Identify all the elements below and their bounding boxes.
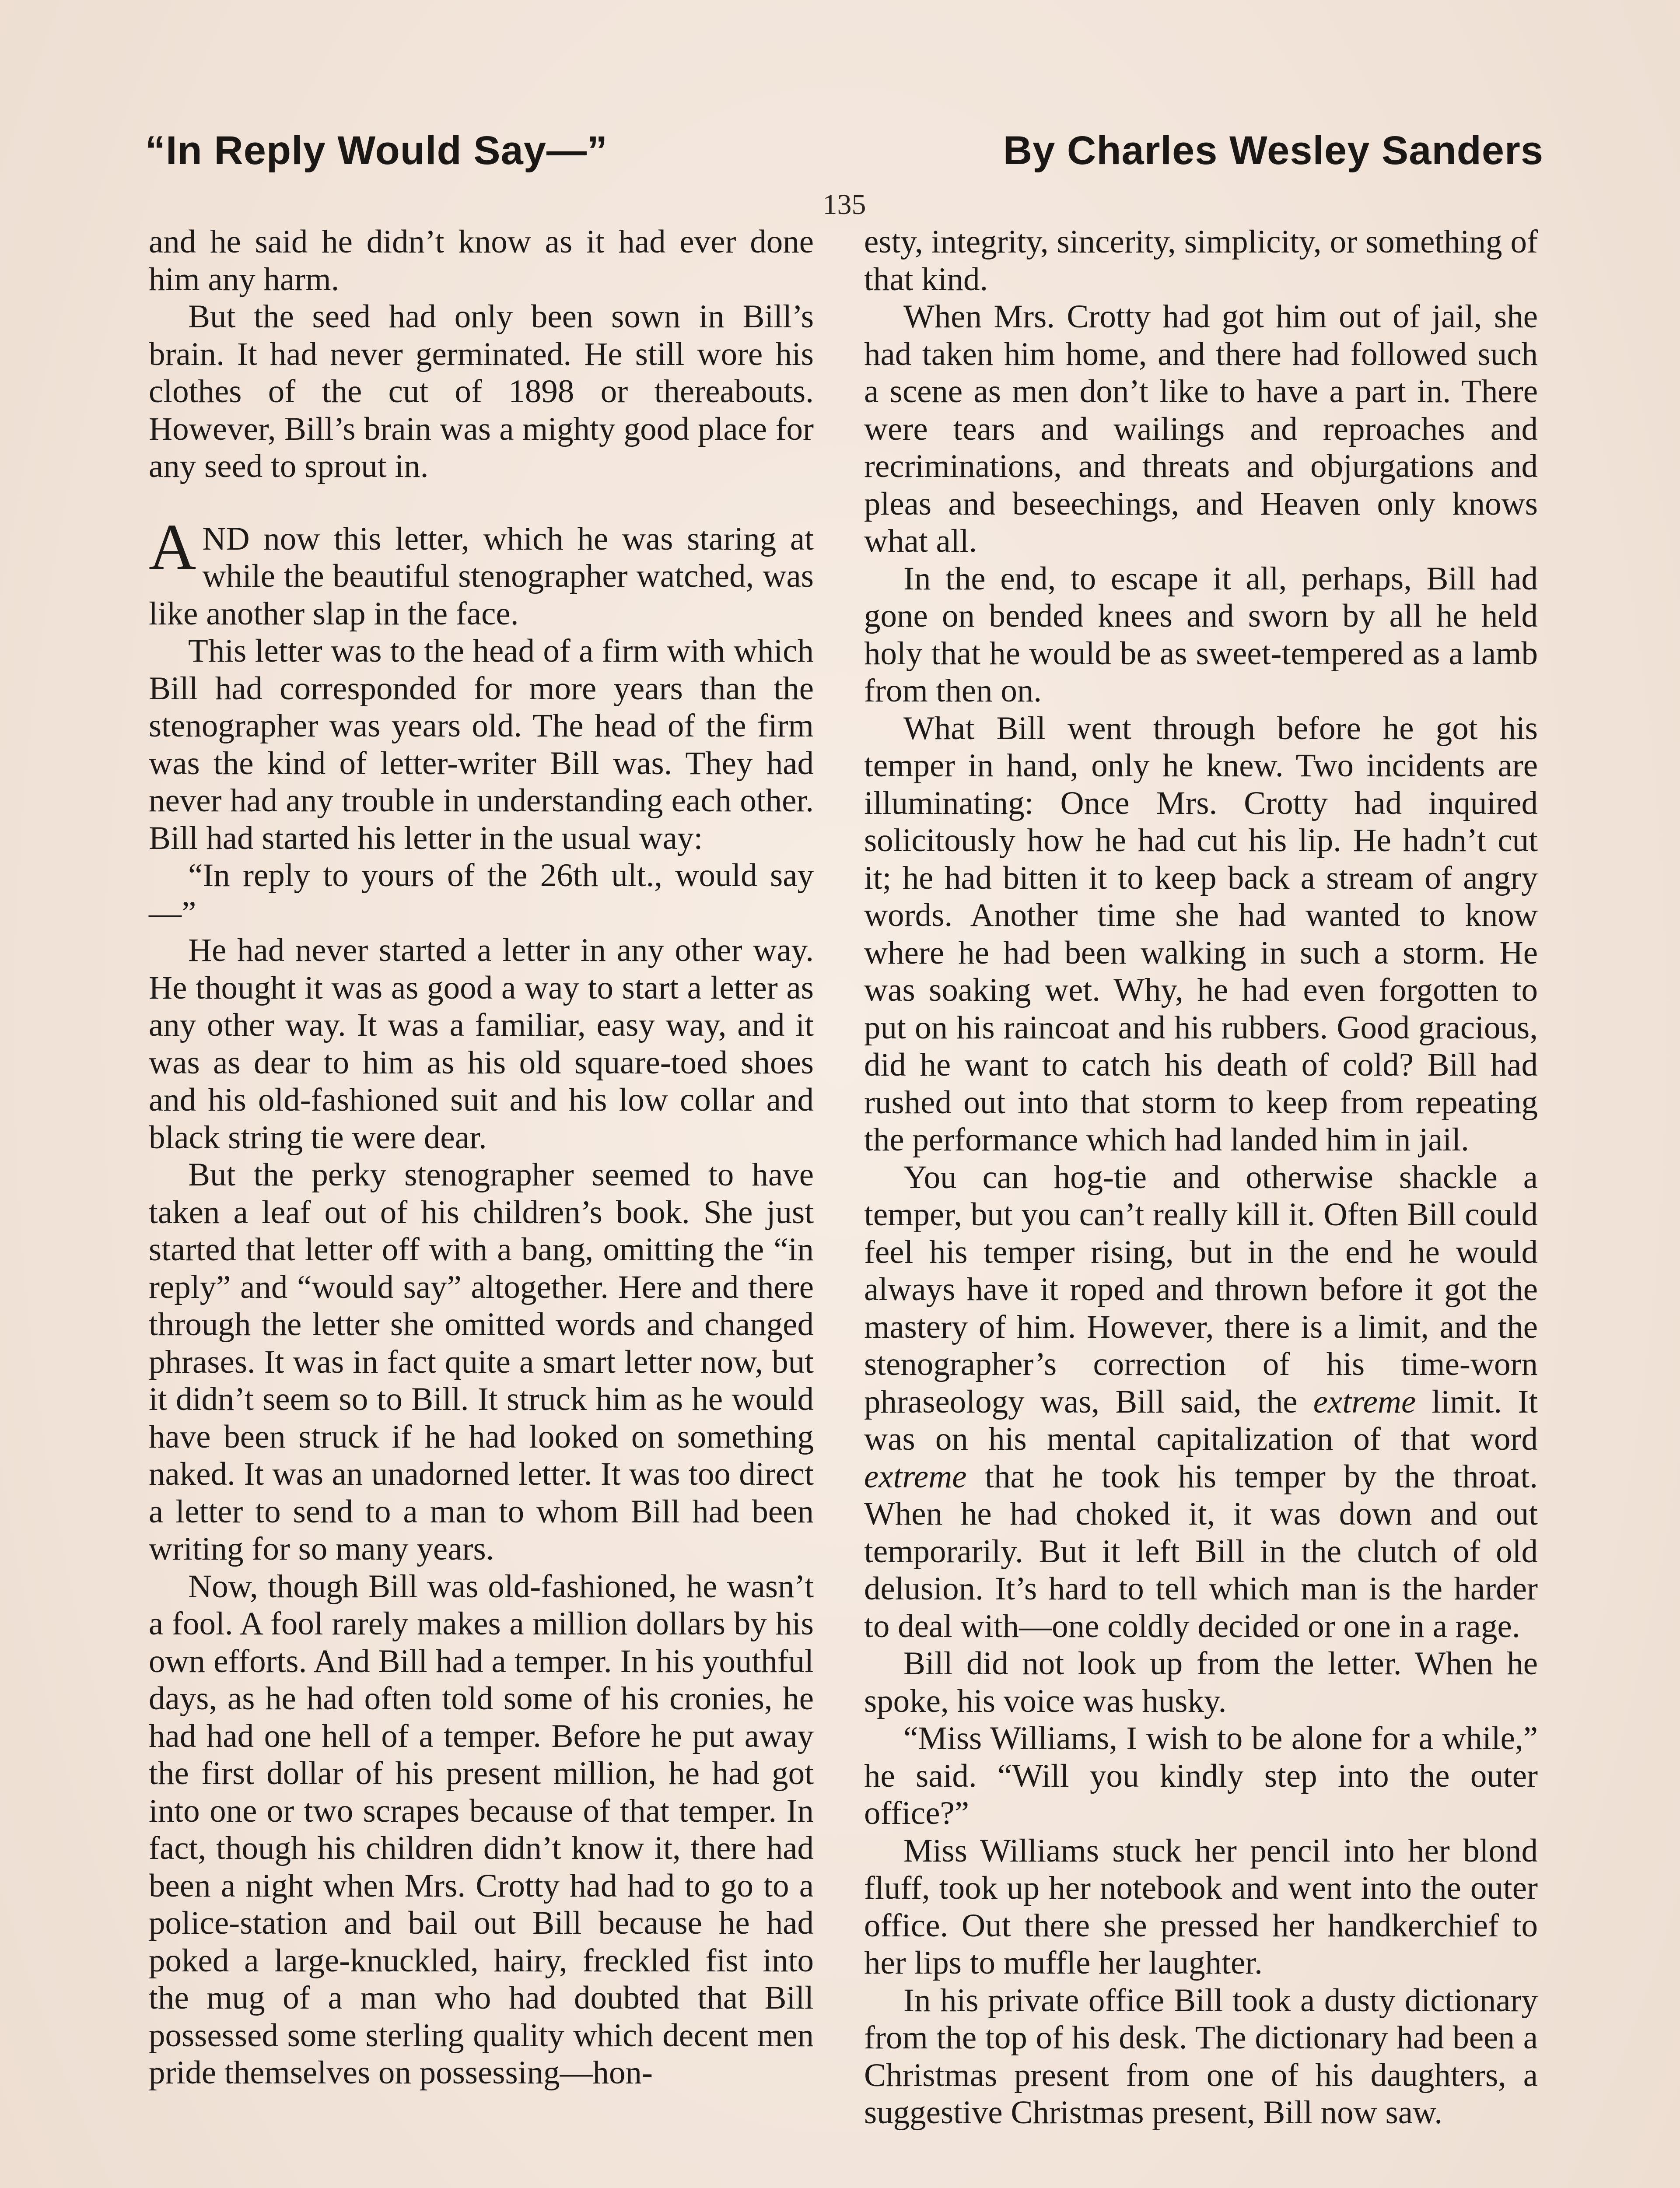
paragraph: But the perky stenographer seemed to have taken a leaf out of his children’s book. She just started that letter off with a bang, omitting the “in reply” and “would say” altogether. Here and there through the letter she omitted words and changed phrases. It was in fact quite a smart letter now, but it didn’t seem so to Bill. It struck him as he would have been struck if he had looked on something naked. It was an unadorned letter. It was too direct a letter to send to a man to whom Bill had been writing for so many years. [149, 1157, 814, 1567]
paragraph: “In reply to yours of the 26th ult., would say—” [149, 857, 814, 931]
section-opening-paragraph [149, 510, 814, 633]
paragraph [864, 1159, 1538, 1645]
page-number: 135 [822, 189, 866, 221]
running-head [145, 128, 1544, 189]
paragraph: In his private office Bill took a dusty dictionary from the top of his desk. The dictionary had been a Christmas present from one of his daughters, a suggestive Christmas present, Bill now saw. [864, 1982, 1538, 2131]
paragraph: When Mrs. Crotty had got him out of jail, she had taken him home, and there had followed such a scene as men don’t like to have a part in. There were tears and wailings and reproaches and recriminations, and threats and objurgations and pleas and beseechings, and Heaven only knows what all. [864, 298, 1538, 559]
paragraph-text: You can hog-tie and otherwise shackle a temper, but you can’t really kill it. Often Bill could feel his temper rising, but in the end he would always have it roped and thrown before it got the mastery of him. However, there is a limit, and the stenographer’s correction of his time-worn phraseology was, Bill said, the [864, 1159, 1538, 1420]
paragraph: esty, integrity, sincerity, simplicity, or something of that kind. [864, 224, 1538, 298]
paragraph-text: that he took his temper by the throat. When he had choked it, it was down and out temporarily. But it left Bill in the clutch of old delusion. It’s hard to tell which man is the harder to deal with—one coldly decided or one in a rage. [864, 1458, 1538, 1645]
italic-word: extreme [1313, 1383, 1416, 1420]
right-text-column [864, 223, 1538, 2132]
paragraph: This letter was to the head of a firm with which Bill had corresponded for more years than the stenographer was years old. The head of the firm was the kind of letter-writer Bill was. They had never had any trouble in understanding each other. Bill had started his letter in the usual way: [149, 633, 814, 856]
paragraph-text: limit. It was on his mental capitalization of that word [864, 1383, 1538, 1457]
paragraph: “Miss Williams, I wish to be alone for a while,” he said. “Will you kindly step into the outer office?” [864, 1720, 1538, 1831]
story-title: “In Reply Would Say—” [145, 128, 608, 173]
paragraph-text: ND now this letter, which he was staring at while the beautiful stenographer watched, was like another slap in the face. [149, 520, 814, 632]
paragraph: Now, though Bill was old-fashioned, he wasn’t a fool. A fool rarely makes a million dollars by his own efforts. And Bill had a temper. In his youthful days, as he had often told some of his cronies, he had had one hell of a temper. Before he put away the first dollar of his present million, he had got into one or two scrapes because of that temper. In fact, though his children didn’t know it, there had been a night when Mrs. Crotty had had to go to a police-station and bail out Bill because he had poked a large-knuckled, hairy, freckled fist into the mug of a man who had doubted that Bill possessed some sterling quality which decent men pride themselves on possessing—hon- [149, 1568, 814, 2091]
paragraph: What Bill went through before he got his temper in hand, only he knew. Two incidents are illuminating: Once Mrs. Crotty had inquired solicitously how he had cut his lip. He hadn’t cut it; he had bitten it to keep back a stream of angry words. Another time she had wanted to know where he had been walking in such a storm. He was soaking wet. Why, he had even forgotten to put on his raincoat and his rubbers. Good gracious, did he want to catch his death of cold? Bill had rushed out into that storm to keep from repeating the performance which had landed him in jail. [864, 710, 1538, 1158]
author-byline: By Charles Wesley Sanders [1003, 128, 1544, 173]
italic-word: extreme [864, 1458, 967, 1495]
left-text-column [149, 223, 814, 2092]
paragraph: Miss Williams stuck her pencil into her blond fluff, took up her notebook and went into the outer office. Out there she pressed her handkerchief to her lips to muffle her laughter. [864, 1832, 1538, 1981]
paragraph: and he said he didn’t know as it had ever done him any harm. [149, 224, 814, 298]
drop-cap: A [149, 510, 196, 583]
paragraph: But the seed had only been sown in Bill’s brain. It had never germinated. He still wore his clothes of the cut of 1898 or thereabouts. However, Bill’s brain was a mighty good place for any seed to sprout in. [149, 298, 814, 484]
paragraph: Bill did not look up from the letter. When he spoke, his voice was husky. [864, 1645, 1538, 1719]
paragraph: In the end, to escape it all, perhaps, Bill had gone on bended knees and sworn by all he held holy that he would be as sweet-tempered as a lamb from then on. [864, 560, 1538, 709]
paragraph: He had never started a letter in any other way. He thought it was as good a way to start a letter as any other way. It was a familiar, easy way, and it was as dear to him as his old square-toed shoes and his old-fashioned suit and his low collar and black string tie were dear. [149, 932, 814, 1156]
